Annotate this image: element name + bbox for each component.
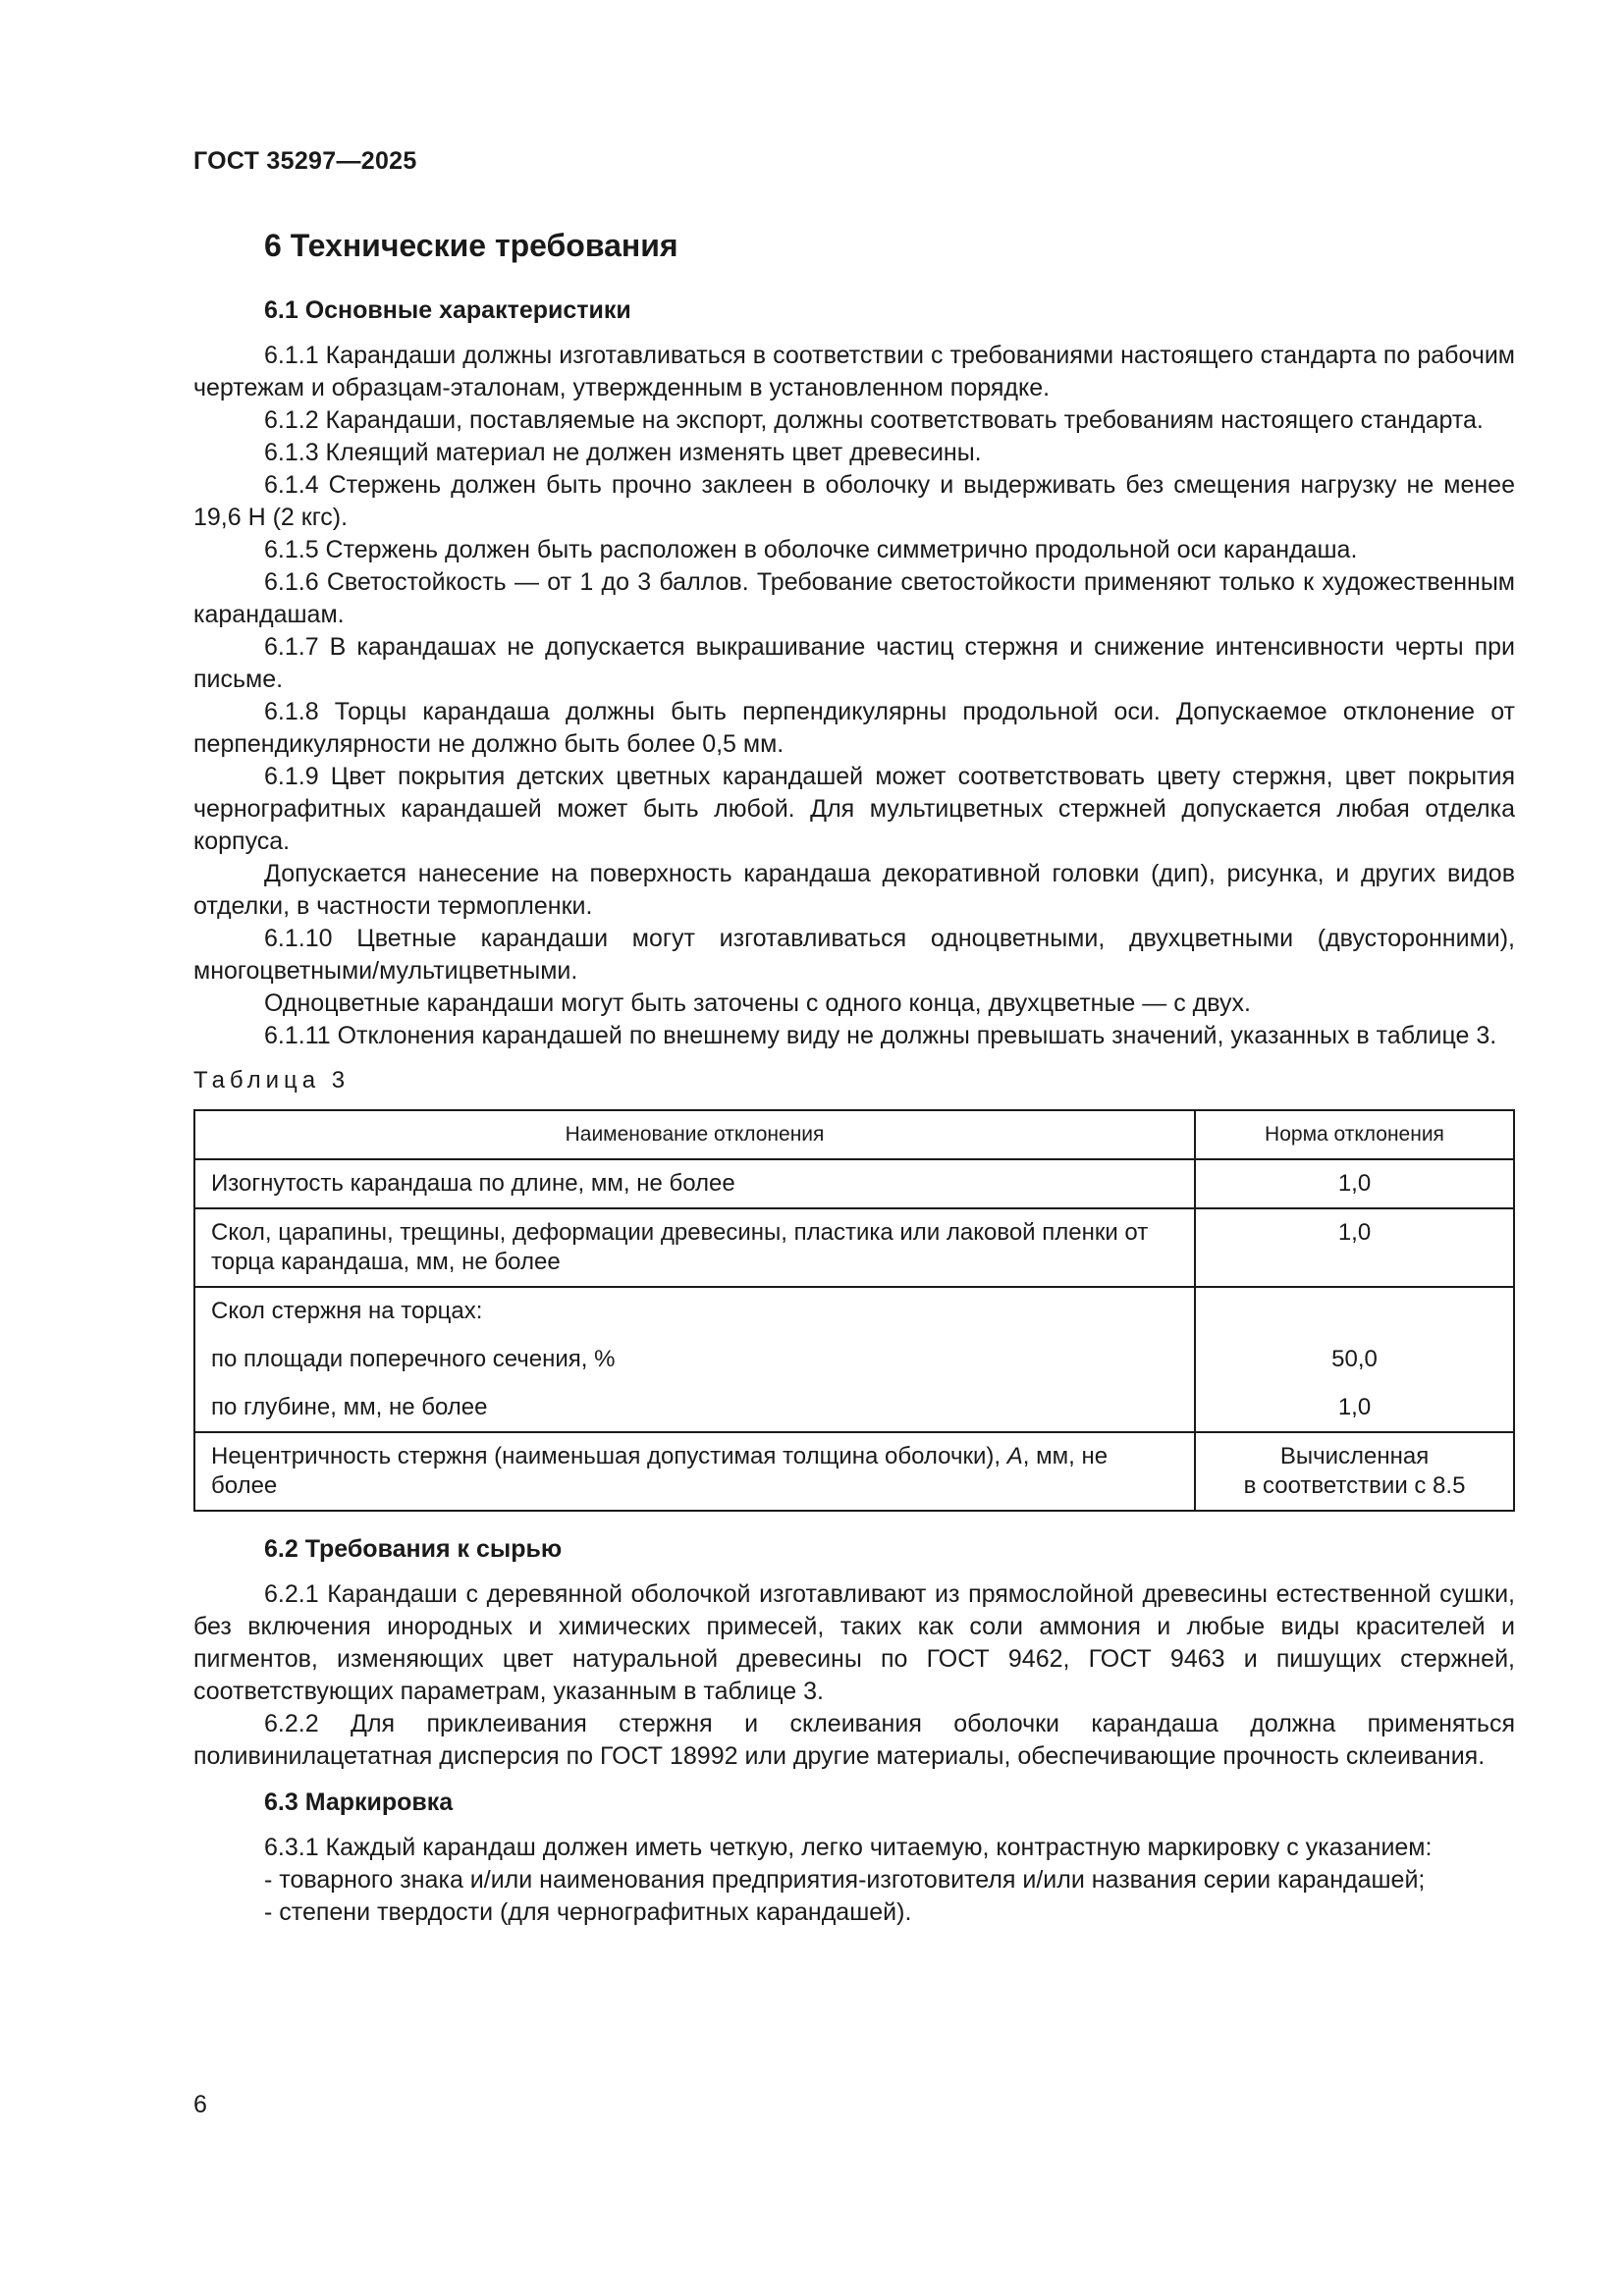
paragraph-6-1-11: 6.1.11 Отклонения карандашей по внешнему виду не должны превышать значений, указанных в таблице 3. [264,1022,1497,1049]
deviation-value-cell [1195,1287,1514,1432]
table-row [194,1208,1514,1287]
paragraph-6-1-10-addendum: Одноцветные карандаши могут быть заточены с одного конца, двухцветные — с двух. [264,989,1251,1017]
marking-bullet-item: - степени твердости (для чернографитных карандашей). [264,1898,912,1926]
table-row [194,1287,1514,1432]
table-header-row [194,1110,1514,1159]
table-row [194,1159,1514,1208]
deviation-value-cell: 1,0 [1195,1208,1514,1287]
paragraph-6-1-9-addendum: Допускается нанесение на поверхность карандаша декоративной головки (дип), рисунка, и других видов отделки, в частности термопленки. [193,860,1515,920]
subsection-title-6-3: 6.3 Маркировка [264,1789,454,1816]
paragraph-6-1-4: 6.1.4 Стержень должен быть прочно заклеен в оболочку и выдерживать без смещения нагрузку не менее 19,6 Н (2 кгс). [193,471,1515,531]
paragraph-6-1-2: 6.1.2 Карандаши, поставляемые на экспорт, должны соответствовать требованиям настоящего стандарта. [264,406,1484,434]
deviation-name-cell: Скол, царапины, трещины, деформации древесины, пластика или лаковой пленки от торца карандаша, мм, не более [194,1208,1195,1287]
subsection-title-6-1: 6.1 Основные характеристики [264,296,631,324]
deviation-name-cell [194,1287,1195,1432]
paragraph-6-1-3: 6.1.3 Клеящий материал не должен изменять цвет древесины. [264,439,982,466]
paragraph-6-1-9: 6.1.9 Цвет покрытия детских цветных карандашей может соответствовать цвету стержня, цвет покрытия чернографитных карандашей может быть любой. Для мультицветных стержней допускается любая отделка корпуса. [193,763,1515,855]
deviation-value-cell [1195,1432,1514,1511]
paragraph-6-1-8: 6.1.8 Торцы карандаша должны быть перпендикулярны продольной оси. Допускаемое отклонение от перпендикулярности не должно быть более 0,5 мм. [193,698,1515,758]
paragraph-6-1-7: 6.1.7 В карандашах не допускается выкрашивание частиц стержня и снижение интенсивности черты при письме. [193,633,1515,693]
paragraph-6-1-1: 6.1.1 Карандаши должны изготавливаться в соответствии с требованиями настоящего стандарта по рабочим чертежам и образцам-эталонам, утвержденным в установленном порядке. [193,342,1515,401]
deviation-name-line: по площади поперечного сечения, % [211,1346,616,1372]
column-header-deviation-norm: Норма отклонения [1195,1110,1514,1159]
paragraph-6-2-1: 6.2.1 Карандаши с деревянной оболочкой изготавливают из прямослойной древесины естественной сушки, без включения инородных и химических примесей, таких как соли аммония и любые виды красителей и пигментов, изменяющих цвет натуральной древесины по ГОСТ 9462, ГОСТ 9463 и пишущих стержней, соответствующих параметрам, указанным в таблице 3. [193,1580,1515,1705]
paragraph-6-3-1: 6.3.1 Каждый карандаш должен иметь четкую, легко читаемую, контрастную маркировку с указанием: [264,1834,1433,1861]
subsection-title-6-2: 6.2 Требования к сырью [264,1535,563,1563]
deviation-table [193,1109,1515,1512]
page-number: 6 [193,2091,207,2118]
deviation-name-prefix: Нецентричность стержня (наименьшая допустимая толщина оболочки), [211,1443,1007,1469]
column-header-deviation-name: Наименование отклонения [194,1110,1195,1159]
deviation-name-cell: Изогнутость карандаша по длине, мм, не более [194,1159,1195,1208]
paragraph-6-2-2: 6.2.2 Для приклеивания стержня и склеивания оболочки карандаша должна применяться поливинилацетатная дисперсия по ГОСТ 18992 или другие материалы, обеспечивающие прочность склеивания. [193,1710,1515,1770]
deviation-name-line: по глубине, мм, не более [211,1394,488,1420]
deviation-name-cell [194,1432,1195,1511]
deviation-value-line: в соответствии с 8.5 [1243,1472,1466,1499]
section-title: 6 Технические требования [264,228,678,263]
deviation-value-line: Вычисленная [1279,1443,1430,1469]
deviation-value-line [1206,1297,1503,1326]
paragraph-6-1-5: 6.1.5 Стержень должен быть расположен в оболочке симметрично продольной оси карандаша. [264,536,1358,563]
paragraph-6-1-6: 6.1.6 Светостойкость — от 1 до 3 баллов. Требование светостойкости применяют только к художественным карандашам. [193,568,1515,628]
paragraph-6-1-10: 6.1.10 Цветные карандаши могут изготавливаться одноцветными, двухцветными (двусторонними), многоцветными/мультицветными. [193,925,1515,985]
deviation-name-suffix: , мм, не более [211,1443,1109,1499]
deviation-value-line: 50,0 [1331,1346,1378,1372]
thickness-symbol: А [1006,1443,1023,1469]
deviation-name-line: Скол стержня на торцах: [211,1298,483,1324]
marking-bullet-item: - товарного знака и/или наименования предприятия-изготовителя и/или названия серии карандашей; [264,1866,1426,1894]
deviation-value-cell: 1,0 [1195,1159,1514,1208]
deviation-value-line: 1,0 [1337,1394,1372,1420]
table-row [194,1432,1514,1511]
standard-code-header: ГОСТ 35297—2025 [193,147,417,175]
table-caption: Таблица 3 [193,1067,351,1094]
document-body [193,222,1515,1929]
